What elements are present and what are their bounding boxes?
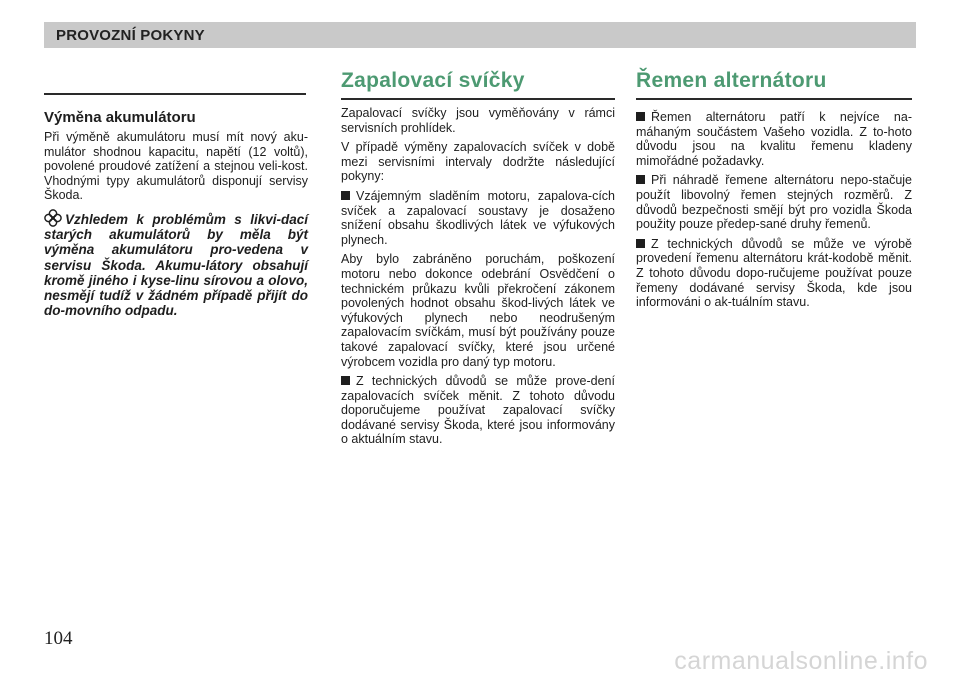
spark-plugs-bullet [341, 374, 615, 447]
bullet-square-icon [636, 175, 645, 184]
section-divider [44, 93, 306, 95]
battery-warning-text: Vzhledem k problémům s likvi-dací starých akumulátorů by měla být výměna akumulátoru pro-vedena v servisu Škoda. Akumu-látory obsahují kromě jiného i kyse-linu sírovou a olovo, nesmějí tudíž v žádném případě přijít do do-movního odpadu. [44, 211, 308, 319]
alternator-belt-column [636, 58, 912, 315]
alternator-bullet-text: Při náhradě řemene alternátoru nepo-stačuje použít libovolný řemen stejných rozměrů. Z důvodů bezpečnosti smějí být pro vozidla Škoda použity pouze předep-sané druhy řemenů. [636, 173, 912, 232]
watermark: carmanualsonline.info [674, 647, 928, 675]
battery-title: Výměna akumulátoru [44, 109, 196, 126]
alternator-bullet-text: Z technických důvodů se může ve výrobě provedení řemenu alternátoru krát-kodobě měnit. Z tohoto důvodu dopo-ručujeme používat pouze řemeny dodávané servisy Škoda, kde jsou informováni o ak-tuálním stavu. [636, 236, 912, 310]
spark-plugs-paragraph: Aby bylo zabráněno poruchám, poškození motoru nebo dokonce odebrání Osvědčení o technickém průkazu kvůli překročení zákonem povolených hodnot obsahu škod-livých látek ve výfukových plynech nebo neodrušeným zapalovacím svíčkám, musí být používány pouze takové zapalovací svíčky, které jsou určené výrobcem vozidla pro daný typ motoru. [341, 252, 615, 369]
bullet-square-icon [636, 239, 645, 248]
bullet-square-icon [341, 376, 350, 385]
spark-plugs-bullet-text: Z technických důvodů se může prove-dení zapalovacích svíček měnit. Z tohoto důvodu doporučujeme používat zapalovací svíčky dodávané servisy Škoda, které jsou informovány o aktuálním stavu. [341, 374, 615, 447]
alternator-bullet [636, 237, 912, 310]
battery-paragraph: Při výměně akumulátoru musí mít nový aku-mulátor shodnou kapacitu, napětí (12 voltů), povolené proudové zatížení a stejnou veli-kost. Vhodnými typy akumulátorů disponují servisy Škoda. [44, 130, 308, 203]
bullet-square-icon [341, 191, 350, 200]
alternator-bullet-text: Řemen alternátoru patří k nejvíce na-máhaným součástem Vašeho vozidla. Z to-hoto důvodu jsou na kvalitu řemenu kladeny mimořádné požadavky. [636, 110, 912, 168]
alternator-belt-title: Řemen alternátoru [636, 69, 827, 92]
page-header-title: PROVOZNÍ POKYNY [56, 27, 205, 44]
spark-plugs-column [341, 58, 615, 452]
alternator-bullet [636, 110, 912, 168]
spark-plugs-paragraph: Zapalovací svíčky jsou vyměňovány v rámci servisních prohlídek. [341, 106, 615, 135]
spark-plugs-paragraph: V případě výměny zapalovacích svíček v době mezi servisními intervaly dodržte následující pokyny: [341, 140, 615, 184]
spark-plugs-bullet-text: Vzájemným sladěním motoru, zapalova-cích svíček a zapalovací soustavy je dosaženo snížení obsahu škodlivých látek ve výfukových plynech. [341, 188, 615, 247]
spark-plugs-title: Zapalovací svíčky [341, 69, 525, 92]
alternator-bullet [636, 173, 912, 231]
page-number: 104 [44, 628, 73, 649]
battery-column [44, 58, 308, 318]
eco-flower-icon [44, 209, 62, 227]
header-bar [44, 22, 916, 48]
bullet-square-icon [636, 112, 645, 121]
spark-plugs-bullet [341, 189, 615, 247]
battery-warning [44, 209, 308, 318]
